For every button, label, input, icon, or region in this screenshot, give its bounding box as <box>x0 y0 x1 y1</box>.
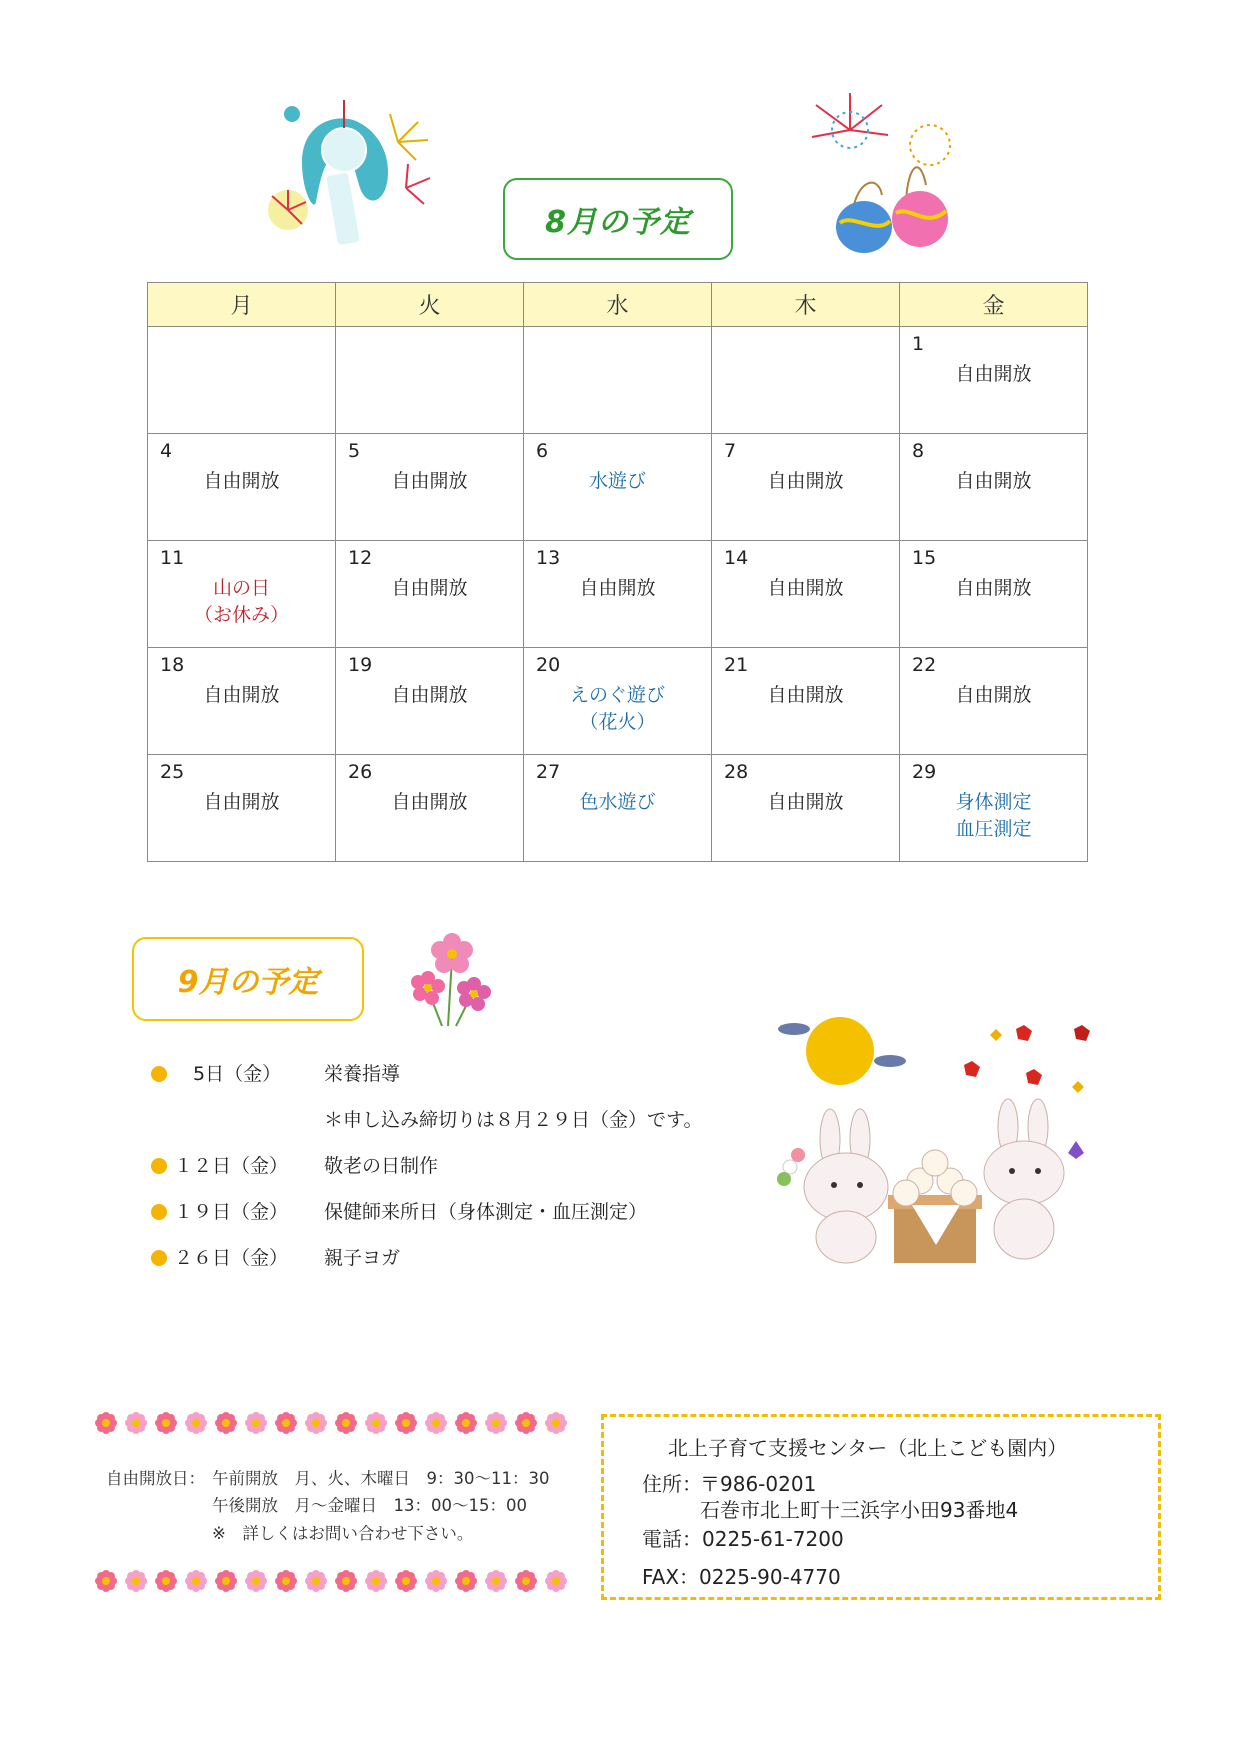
day-event <box>148 468 335 495</box>
day-event <box>336 682 523 709</box>
calendar-week-row <box>148 327 1088 434</box>
event-line: 身体測定 <box>955 791 1032 813</box>
day-event <box>336 468 523 495</box>
day-event <box>712 468 899 495</box>
event-line: 血圧測定 <box>955 818 1032 840</box>
day-number: 29 <box>912 761 937 783</box>
event-line: 色水遊び <box>579 791 656 813</box>
event-line: 自由開放 <box>955 363 1032 385</box>
day-number: 6 <box>536 440 549 462</box>
flower-icon <box>213 1410 239 1436</box>
flower-icon <box>183 1410 209 1436</box>
day-number: 7 <box>724 440 737 462</box>
calendar-week-row <box>148 648 1088 755</box>
calendar-day-cell <box>336 327 524 434</box>
day-event <box>712 682 899 709</box>
calendar-day-cell <box>900 541 1088 648</box>
day-event <box>900 789 1087 843</box>
day-event <box>336 789 523 816</box>
sep-item-text: 敬老の日制作 <box>324 1155 439 1177</box>
calendar-day-cell <box>336 755 524 862</box>
calendar-day-cell <box>524 648 712 755</box>
event-line: えのぐ遊び <box>569 684 665 706</box>
sep-item-text: 保健師来所日（身体測定・血圧測定） <box>324 1201 648 1223</box>
flower-icon <box>483 1568 509 1594</box>
day-number: 5 <box>348 440 361 462</box>
fax: FAX：0225-90-4770 <box>642 1565 841 1589</box>
sep-item-note: ＊申し込み締切りは８月２９日（金）です。 <box>324 1109 703 1131</box>
cosmos-flower-icon <box>408 928 494 1028</box>
day-event <box>900 575 1087 602</box>
flower-icon <box>513 1410 539 1436</box>
flower-icon <box>393 1568 419 1594</box>
bullet-icon <box>151 1250 167 1266</box>
flower-icon <box>393 1410 419 1436</box>
day-event <box>148 682 335 709</box>
flower-icon <box>93 1568 119 1594</box>
calendar-day-cell <box>712 648 900 755</box>
day-number: 27 <box>536 761 561 783</box>
day-event <box>900 468 1087 495</box>
calendar-day-cell <box>524 541 712 648</box>
event-line: 自由開放 <box>955 470 1032 492</box>
sep-item-date: ２６日（金） <box>174 1247 289 1269</box>
weekday-header: 火 <box>336 283 524 327</box>
calendar-week-row <box>148 541 1088 648</box>
september-title: 9月の予定 <box>132 937 364 1021</box>
flower-icon <box>513 1568 539 1594</box>
weekday-header: 月 <box>148 283 336 327</box>
event-line: 自由開放 <box>579 577 656 599</box>
event-line: 自由開放 <box>391 470 468 492</box>
postal-code: 〒986-0201 <box>700 1472 817 1496</box>
august-calendar <box>147 282 1088 862</box>
moon-viewing-rabbits-icon <box>772 1005 1100 1275</box>
bullet-icon <box>151 1066 167 1082</box>
flower-icon <box>93 1410 119 1436</box>
day-number: 20 <box>536 654 561 676</box>
flower-icon <box>423 1410 449 1436</box>
flower-border-bottom <box>93 1568 569 1594</box>
day-number: 28 <box>724 761 749 783</box>
calendar-day-cell <box>148 755 336 862</box>
day-number: 12 <box>348 547 373 569</box>
day-number: 19 <box>348 654 373 676</box>
day-event <box>712 575 899 602</box>
flower-icon <box>453 1410 479 1436</box>
event-line: （花火） <box>579 711 656 733</box>
event-line: 自由開放 <box>767 577 844 599</box>
hours-note: ※ 詳しくはお問い合わせ下さい。 <box>212 1524 474 1543</box>
bullet-icon <box>151 1204 167 1220</box>
flower-border-top <box>93 1410 569 1436</box>
hours-label: 自由開放日： <box>106 1469 205 1488</box>
flower-icon <box>243 1410 269 1436</box>
day-event <box>148 789 335 816</box>
day-number: 25 <box>160 761 185 783</box>
day-number: 15 <box>912 547 937 569</box>
calendar-week-row <box>148 434 1088 541</box>
day-event <box>712 789 899 816</box>
hours-morning: 午前開放 月、火、木曜日 9：30～11：30 <box>212 1469 550 1488</box>
weekday-header: 木 <box>712 283 900 327</box>
flower-icon <box>303 1410 329 1436</box>
event-line: 自由開放 <box>767 684 844 706</box>
event-line: 自由開放 <box>203 684 280 706</box>
event-line: 自由開放 <box>391 791 468 813</box>
day-event <box>336 575 523 602</box>
day-event <box>524 789 711 816</box>
flower-icon <box>333 1410 359 1436</box>
event-line: 自由開放 <box>767 470 844 492</box>
event-line: 水遊び <box>588 470 646 492</box>
calendar-week-row <box>148 755 1088 862</box>
weekday-header: 水 <box>524 283 712 327</box>
hours-afternoon: 午後開放 月～金曜日 13：00～15：00 <box>212 1496 527 1515</box>
sep-item-text: 親子ヨガ <box>324 1247 401 1269</box>
flower-icon <box>483 1410 509 1436</box>
phone: 電話：0225-61-7200 <box>642 1527 844 1551</box>
day-number: 8 <box>912 440 925 462</box>
calendar-day-cell <box>148 648 336 755</box>
day-event <box>900 361 1087 388</box>
calendar-day-cell <box>148 327 336 434</box>
flower-icon <box>153 1410 179 1436</box>
day-number: 11 <box>160 547 185 569</box>
calendar-day-cell <box>712 541 900 648</box>
flower-icon <box>543 1410 569 1436</box>
calendar-day-cell <box>336 434 524 541</box>
calendar-day-cell <box>524 434 712 541</box>
day-event <box>524 468 711 495</box>
calendar-day-cell <box>712 327 900 434</box>
day-number: 13 <box>536 547 561 569</box>
day-number: 21 <box>724 654 749 676</box>
calendar-day-cell <box>900 648 1088 755</box>
calendar-day-cell <box>712 434 900 541</box>
calendar-day-cell <box>336 648 524 755</box>
address-label: 住所： <box>642 1472 702 1496</box>
calendar-day-cell <box>900 327 1088 434</box>
calendar-day-cell <box>900 434 1088 541</box>
day-event <box>524 682 711 736</box>
sep-item-date: 5日（金） <box>174 1063 282 1085</box>
day-event <box>524 575 711 602</box>
event-line: 自由開放 <box>767 791 844 813</box>
calendar-day-cell <box>712 755 900 862</box>
fireworks-water-balloon-icon <box>800 85 960 260</box>
flower-icon <box>123 1410 149 1436</box>
flower-icon <box>243 1568 269 1594</box>
event-line: 自由開放 <box>391 684 468 706</box>
day-number: 22 <box>912 654 937 676</box>
flower-icon <box>123 1568 149 1594</box>
flower-icon <box>363 1568 389 1594</box>
day-number: 18 <box>160 654 185 676</box>
flower-icon <box>453 1568 479 1594</box>
calendar-day-cell <box>900 755 1088 862</box>
event-line: （お休み） <box>193 604 289 626</box>
sep-item-text: 栄養指導 <box>324 1063 401 1085</box>
calendar-day-cell <box>524 755 712 862</box>
flower-icon <box>213 1568 239 1594</box>
event-line: 山の日 <box>212 577 270 599</box>
bullet-icon <box>151 1158 167 1174</box>
calendar-day-cell <box>148 434 336 541</box>
day-number: 1 <box>912 333 925 355</box>
flower-icon <box>273 1568 299 1594</box>
flower-icon <box>183 1568 209 1594</box>
event-line: 自由開放 <box>955 684 1032 706</box>
event-line: 自由開放 <box>391 577 468 599</box>
event-line: 自由開放 <box>955 577 1032 599</box>
event-line: 自由開放 <box>203 791 280 813</box>
calendar-day-cell <box>148 541 336 648</box>
wind-chime-fireworks-icon <box>258 92 448 264</box>
day-number: 26 <box>348 761 373 783</box>
weekday-header: 金 <box>900 283 1088 327</box>
flower-icon <box>363 1410 389 1436</box>
calendar-day-cell <box>336 541 524 648</box>
flower-icon <box>543 1568 569 1594</box>
flower-icon <box>153 1568 179 1594</box>
center-name: 北上子育て支援センター（北上こども園内） <box>668 1436 1068 1460</box>
flower-icon <box>273 1410 299 1436</box>
flower-icon <box>303 1568 329 1594</box>
address: 石巻市北上町十三浜字小田93番地4 <box>700 1498 1019 1522</box>
sep-item-date: １９日（金） <box>174 1201 289 1223</box>
day-number: 4 <box>160 440 173 462</box>
calendar-day-cell <box>524 327 712 434</box>
event-line: 自由開放 <box>203 470 280 492</box>
flower-icon <box>333 1568 359 1594</box>
sep-item-date: １２日（金） <box>174 1155 289 1177</box>
day-event <box>900 682 1087 709</box>
flower-icon <box>423 1568 449 1594</box>
day-number: 14 <box>724 547 749 569</box>
august-title: 8月の予定 <box>503 178 733 260</box>
day-event <box>148 575 335 629</box>
